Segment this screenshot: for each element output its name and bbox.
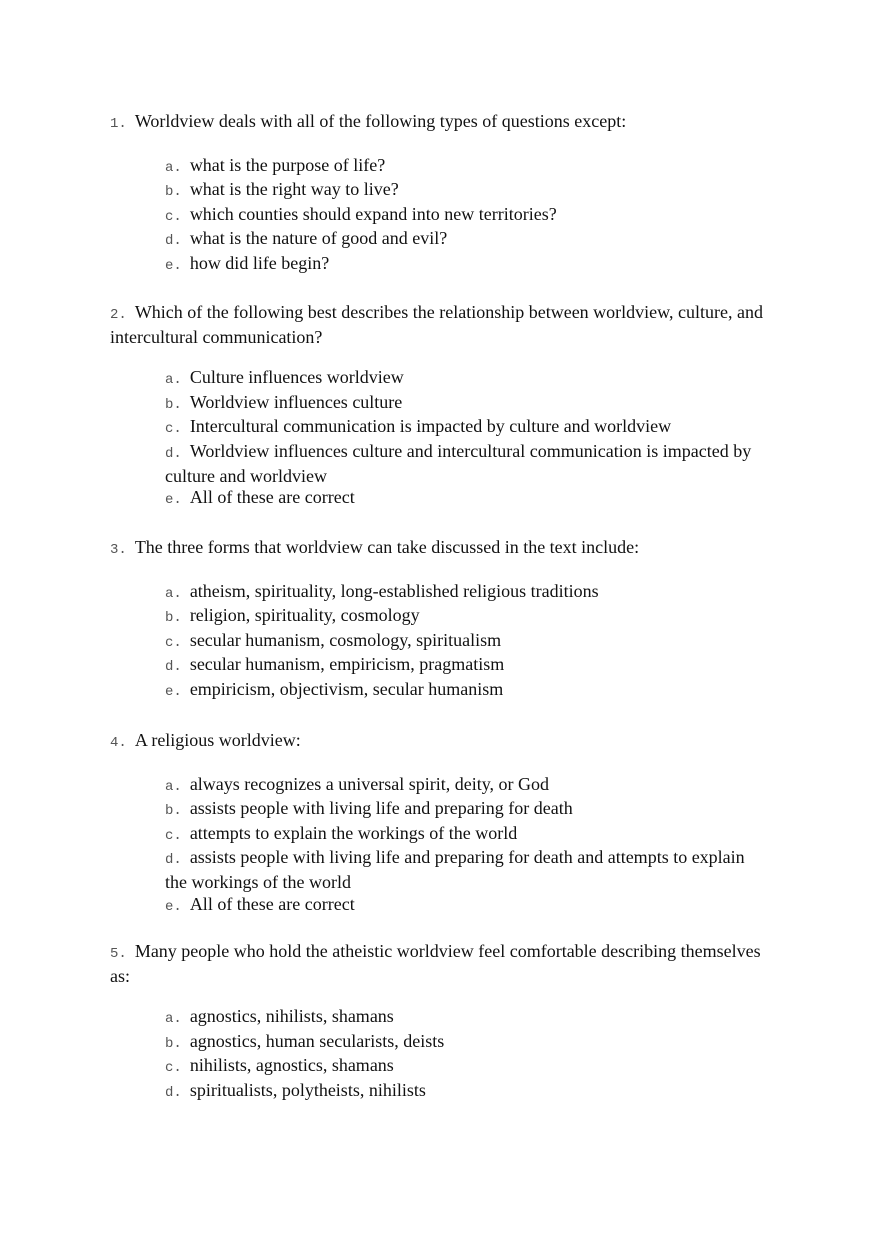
option-text: nihilists, agnostics, shamans (189, 1055, 394, 1076)
question-number: 5. (110, 946, 127, 962)
option-a (165, 774, 770, 799)
option-text: what is the right way to live? (189, 179, 399, 200)
option-label: b. (165, 1035, 182, 1052)
option-e (165, 894, 770, 919)
option-text: attempts to explain the workings of the world (189, 822, 518, 843)
option-label: d. (165, 659, 182, 676)
option-a (165, 155, 770, 180)
question-3 (110, 537, 770, 704)
option-c (165, 823, 770, 848)
option-c (165, 204, 770, 229)
options-list (165, 774, 770, 919)
option-label: a. (165, 585, 182, 602)
question-number: 1. (110, 116, 127, 132)
option-label: c. (165, 208, 182, 225)
option-label: e. (165, 898, 182, 915)
option-a (165, 581, 770, 606)
option-b (165, 798, 770, 823)
question-number: 2. (110, 307, 127, 323)
option-label: d. (165, 852, 182, 869)
question-5 (110, 941, 770, 1105)
option-e (165, 487, 770, 512)
option-label: e. (165, 257, 182, 274)
option-text: Worldview influences culture (189, 391, 403, 412)
option-b (165, 605, 770, 630)
option-text: how did life begin? (189, 252, 330, 273)
option-text: agnostics, nihilists, shamans (189, 1006, 394, 1027)
question-text (110, 730, 770, 755)
question-text (110, 302, 770, 348)
option-e (165, 679, 770, 704)
option-d (165, 228, 770, 253)
option-label: c. (165, 1060, 182, 1077)
option-b (165, 1031, 770, 1056)
option-text: what is the nature of good and evil? (189, 228, 448, 249)
option-a (165, 1006, 770, 1031)
option-label: c. (165, 634, 182, 651)
question-1 (110, 111, 770, 278)
option-text: spiritualists, polytheists, nihilists (189, 1079, 426, 1100)
option-d (165, 654, 770, 679)
option-c (165, 416, 770, 441)
question-4 (110, 730, 770, 918)
option-text: Worldview influences culture and intercultural communication is impacted by culture and worldview (165, 440, 752, 486)
option-label: d. (165, 1084, 182, 1101)
option-text: agnostics, human secularists, deists (189, 1030, 445, 1051)
option-b (165, 179, 770, 204)
option-d (165, 441, 770, 487)
option-b (165, 392, 770, 417)
option-text: Culture influences worldview (189, 367, 404, 388)
question-stem: Worldview deals with all of the following types of questions except: (134, 111, 627, 131)
option-d (165, 1080, 770, 1105)
option-label: a. (165, 372, 182, 389)
option-label: a. (165, 159, 182, 176)
question-2 (110, 302, 770, 512)
option-a (165, 367, 770, 392)
option-label: e. (165, 683, 182, 700)
option-text: assists people with living life and preparing for death (189, 798, 573, 819)
question-text (110, 941, 770, 987)
question-stem: The three forms that worldview can take discussed in the text include: (134, 537, 640, 557)
option-d (165, 847, 770, 893)
option-text: Intercultural communication is impacted by culture and worldview (189, 416, 672, 437)
option-text: All of these are correct (189, 893, 355, 914)
options-list (165, 367, 770, 512)
options-list (165, 1006, 770, 1104)
option-e (165, 253, 770, 278)
question-text (110, 537, 770, 562)
question-stem: A religious worldview: (134, 730, 301, 750)
question-stem: Which of the following best describes the relationship between worldview, culture, and intercultural communication? (110, 302, 763, 347)
option-label: a. (165, 778, 182, 795)
question-stem: Many people who hold the atheistic worldview feel comfortable describing themselves as: (110, 941, 761, 986)
option-label: b. (165, 184, 182, 201)
options-list (165, 581, 770, 704)
options-list (165, 155, 770, 278)
option-text: secular humanism, empiricism, pragmatism (189, 654, 505, 675)
option-label: c. (165, 827, 182, 844)
option-label: a. (165, 1011, 182, 1028)
option-label: d. (165, 445, 182, 462)
option-c (165, 630, 770, 655)
option-text: atheism, spirituality, long-established religious traditions (189, 580, 599, 601)
option-label: b. (165, 803, 182, 820)
option-text: assists people with living life and preparing for death and attempts to explain the workings of the world (165, 847, 745, 892)
question-number: 4. (110, 735, 127, 751)
option-label: b. (165, 396, 182, 413)
option-text: All of these are correct (189, 487, 355, 508)
option-text: which counties should expand into new territories? (189, 203, 557, 224)
option-text: always recognizes a universal spirit, deity, or God (189, 773, 550, 794)
question-text (110, 111, 770, 136)
option-c (165, 1055, 770, 1080)
option-label: b. (165, 610, 182, 627)
option-text: empiricism, objectivism, secular humanism (189, 678, 504, 699)
option-label: c. (165, 421, 182, 438)
option-text: what is the purpose of life? (189, 154, 386, 175)
option-text: secular humanism, cosmology, spiritualism (189, 629, 502, 650)
option-text: religion, spirituality, cosmology (189, 605, 420, 626)
option-label: d. (165, 233, 182, 250)
option-label: e. (165, 492, 182, 509)
question-number: 3. (110, 542, 127, 558)
